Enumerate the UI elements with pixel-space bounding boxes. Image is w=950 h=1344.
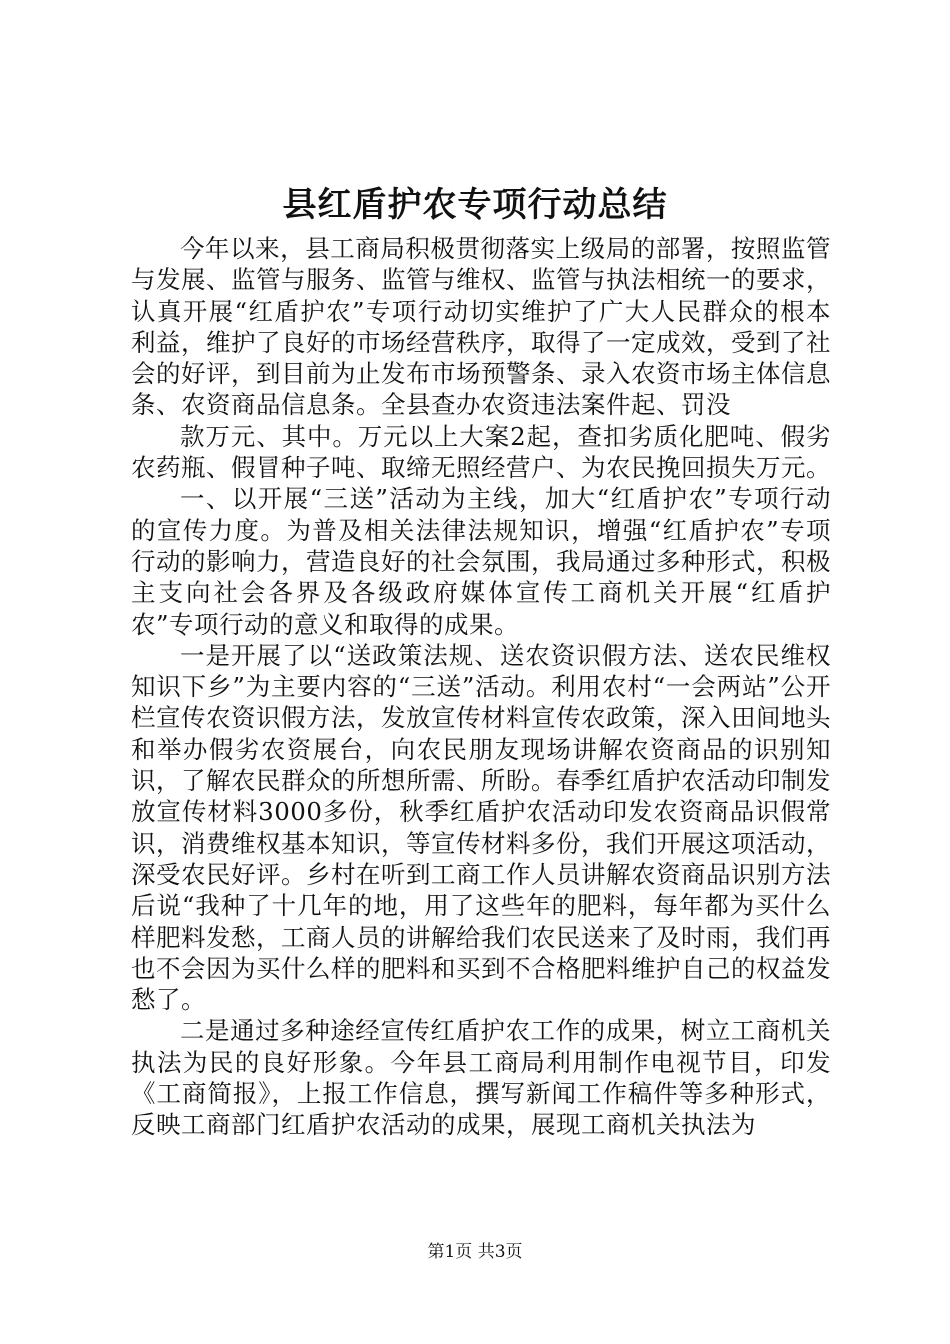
paragraph-section-one: 一、以开展“三送”活动为主线，加大“红盾护农”专项行动的宣传力度。为普及相关法律法规知识，增强“红盾护农”专项行动的影响力，营造良好的社会氛围，我局通过多种形式，积极主支向社会各界及各级政府媒体宣传工商机关开展“红盾护农”专项行动的意义和取得的成果。	[131, 484, 831, 639]
paragraph-intro: 今年以来，县工商局积极贯彻落实上级局的部署，按照监管与发展、监管与服务、监管与维权、监管与执法相统一的要求，认真开展“红盾护农”专项行动切实维护了广大人民群众的根本利益，维护了良好的市场经营秩序，取得了一定成效，受到了社会的好评，到目前为止发布市场预警条、录入农资市场主体信息条、农资商品信息条。全县查办农资违法案件起、罚没	[131, 234, 831, 420]
document-body	[131, 233, 831, 1141]
paragraph-results: 款万元、其中。万元以上大案2起，查扣劣质化肥吨、假劣农药瓶、假冒种子吨、取缔无照经营户、为农民挽回损失万元。	[131, 421, 831, 483]
paragraph-item-two: 二是通过多种途经宣传红盾护农工作的成果，树立工商机关执法为民的良好形象。今年县工商局利用制作电视节目，印发《工商简报》，上报工作信息，撰写新闻工作稿件等多种形式，反映工商部门红盾护农活动的成果，展现工商机关执法为	[131, 1016, 831, 1140]
document-title: 县红盾护农专项行动总结	[282, 185, 668, 225]
paragraph-item-one: 一是开展了以“送政策法规、送农资识假方法、送农民维权知识下乡”为主要内容的“三送”活动。利用农村“一会两站”公开栏宣传农资识假方法，发放宣传材料宣传农政策，深入田间地头和举办假劣农资展台，向农民朋友现场讲解农资商品的识别知识，了解农民群众的所想所需、所盼。春季红盾护农活动印制发放宣传材料3000多份，秋季红盾护农活动印发农资商品识假常识，消费维权基本知识，等宣传材料多份，我们开展这项活动，深受农民好评。乡村在听到工商工作人员讲解农资商品识别方法后说“我种了十几年的地，用了这些年的肥料，每年都为买什么样肥料发愁，工商人员的讲解给我们农民送来了及时雨，我们再也不会因为买什么样的肥料和买到不合格肥料维护自己的权益发愁了。	[131, 640, 831, 1015]
page-number-footer: 第1页 共3页	[427, 1242, 523, 1262]
